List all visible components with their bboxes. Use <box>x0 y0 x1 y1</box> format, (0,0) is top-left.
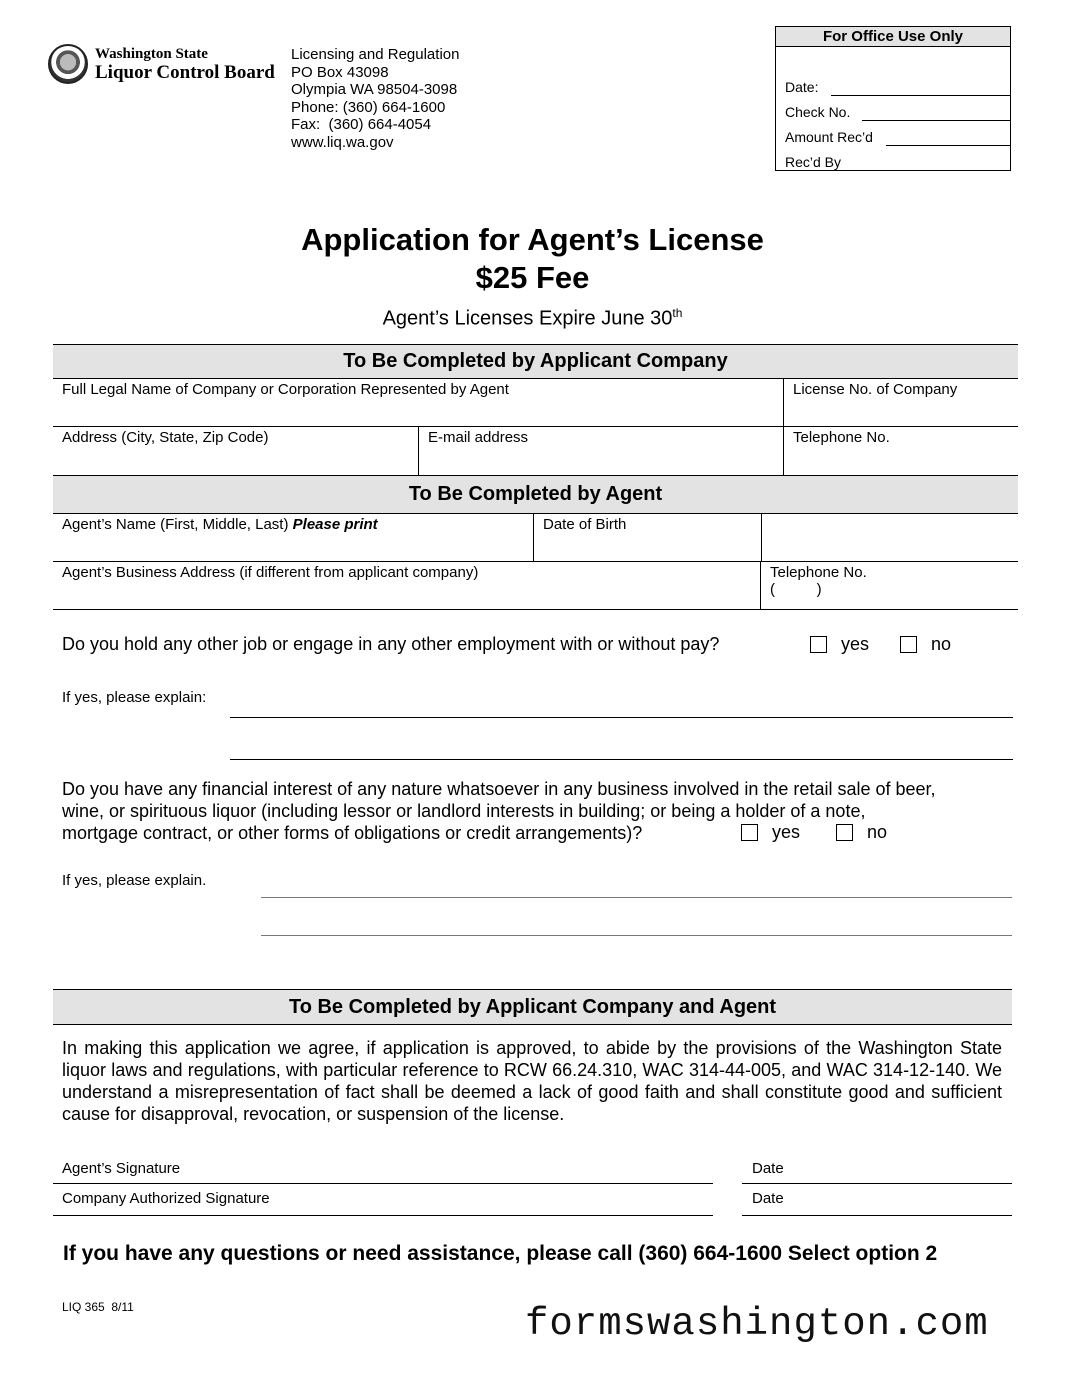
license-no-field[interactable]: License No. of Company <box>783 379 1018 427</box>
q2-no-checkbox[interactable] <box>836 824 853 841</box>
company-address-field[interactable]: Address (City, State, Zip Code) <box>62 429 269 446</box>
address-line: www.liq.wa.gov <box>291 133 394 151</box>
office-use-box <box>775 26 1011 171</box>
agent-signature-line[interactable] <box>53 1183 713 1184</box>
agent-business-address-field[interactable]: Agent’s Business Address (if different from applicant company) <box>62 564 479 581</box>
agent-blank-field[interactable] <box>761 514 1018 562</box>
section-heading-agent: To Be Completed by Agent <box>53 475 1018 514</box>
section-heading-company: To Be Completed by Applicant Company <box>53 344 1018 379</box>
office-check-label: Check No. <box>785 104 851 120</box>
address-line: Licensing and Regulation <box>291 46 460 63</box>
agency-name-line2: Liquor Control Board <box>95 62 275 83</box>
q1-explain-line-2[interactable] <box>230 759 1013 760</box>
q2-explain-line-1[interactable] <box>261 897 1012 898</box>
q2-explain-line-2[interactable] <box>261 935 1012 936</box>
agency-address <box>291 46 459 152</box>
agent-dob-field[interactable]: Date of Birth <box>533 514 761 562</box>
company-signature-line[interactable] <box>53 1215 713 1216</box>
q1-yes-checkbox[interactable] <box>810 636 827 653</box>
watermark: formswashington.com <box>525 1302 989 1346</box>
q1-explain-label: If yes, please explain: <box>62 689 207 706</box>
office-check-field[interactable] <box>862 120 1010 121</box>
q1-yes-label: yes <box>841 634 870 654</box>
q1-no-label: no <box>931 634 952 654</box>
divider <box>53 609 1018 610</box>
expiration-note: Agent’s Licenses Expire June 30th <box>382 306 683 330</box>
form-number: LIQ 365 8/11 <box>62 1300 134 1314</box>
form-fee: $25 Fee <box>475 260 590 295</box>
company-telephone-field[interactable]: Telephone No. <box>783 427 1018 475</box>
company-signature-label: Company Authorized Signature <box>62 1190 270 1207</box>
office-amount-label: Amount Rec’d <box>785 129 873 145</box>
office-use-title: For Office Use Only <box>776 27 1010 47</box>
address-line: Phone: (360) 664-1600 <box>291 98 446 116</box>
section-heading-both: To Be Completed by Applicant Company and Agent <box>53 989 1012 1025</box>
agency-name-line1: Washington State <box>95 46 208 62</box>
q1-no-checkbox[interactable] <box>900 636 917 653</box>
office-recd-by-label: Rec’d By <box>785 154 842 170</box>
address-line: Olympia WA 98504-3098 <box>291 81 458 99</box>
office-date-label: Date: <box>785 79 819 95</box>
office-amount-field[interactable] <box>886 145 1010 146</box>
address-line: PO Box 43098 <box>291 63 389 81</box>
help-contact-note: If you have any questions or need assistance, please call (360) 664-1600 Select option 2 <box>63 1242 938 1265</box>
question-financial-interest: Do you have any financial interest of any nature whatsoever in any business involved in the retail sale of beer, wine, or spirituous liquor (including lessor or landlord interests in building; or being a holder of a note, mortgage contract, or other forms of obligations or credit arrangements)? <box>62 779 936 843</box>
agent-telephone-field[interactable]: Telephone No. ( ) <box>760 562 1018 610</box>
office-date-field[interactable] <box>831 95 1010 96</box>
question-other-employment: Do you hold any other job or engage in any other employment with or without pay? <box>62 634 720 654</box>
company-name-field[interactable]: Full Legal Name of Company or Corporation Represented by Agent <box>62 381 509 398</box>
agent-date-line[interactable] <box>742 1183 1012 1184</box>
company-email-field[interactable]: E-mail address <box>418 427 783 475</box>
q2-explain-label: If yes, please explain. <box>62 872 207 889</box>
agreement-paragraph: In making this application we agree, if application is approved, to abide by the provisions of the Washington State liquor laws and regulations, with particular reference to RCW 66.24.310, WAC 314-44-005, and WAC 314-12-140. We understand a misrepresentation of fact shall be deemed a lack of good faith and shall constitute good and sufficient cause for disapproval, revocation, or suspension of the license. <box>62 1038 1002 1124</box>
company-date-label: Date <box>752 1190 784 1207</box>
q1-explain-line-1[interactable] <box>230 717 1013 718</box>
state-seal-logo <box>48 44 88 84</box>
form-title: Application for Agent’s License <box>301 222 764 257</box>
q2-yes-checkbox[interactable] <box>741 824 758 841</box>
q2-no-label: no <box>867 822 888 842</box>
address-line: Fax: (360) 664-4054 <box>291 116 432 134</box>
company-date-line[interactable] <box>742 1215 1012 1216</box>
agent-name-field[interactable]: Agent’s Name (First, Middle, Last) Please print <box>62 516 378 533</box>
agent-signature-label: Agent’s Signature <box>62 1160 181 1177</box>
agent-date-label: Date <box>752 1160 784 1177</box>
q2-yes-label: yes <box>772 822 801 842</box>
